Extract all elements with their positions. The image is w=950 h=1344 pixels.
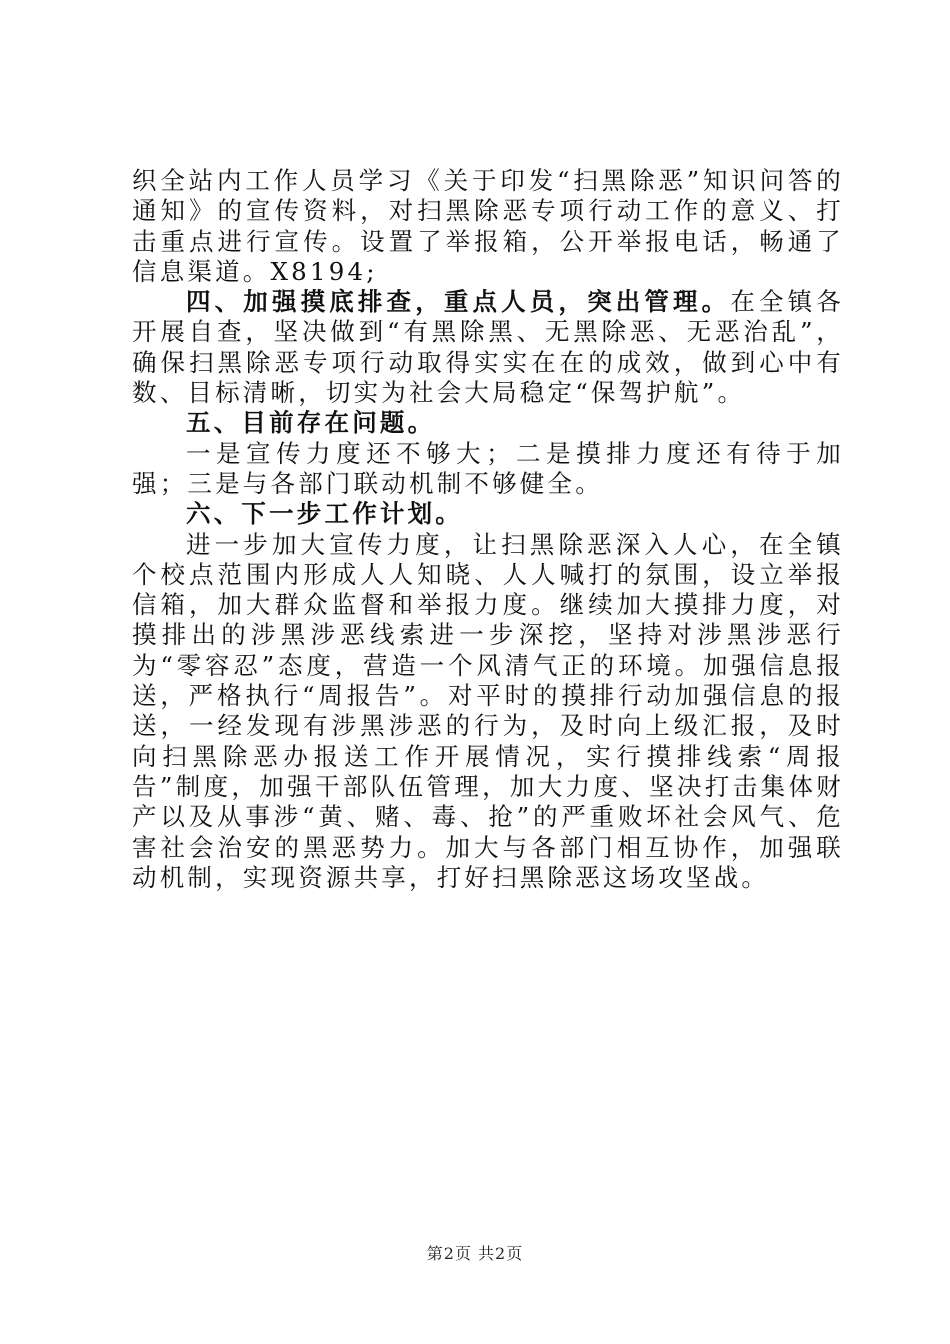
section-6-body: 进一步加大宣传力度，让扫黑除恶深入人心，在全镇个校点范围内形成人人知晓、人人喊打的氛围，设立举报信箱，加大群众监督和举报力度。继续加大摸排力度，对摸排出的涉黑涉恶线索进一步深挖，坚持对涉黑涉恶行为“零容忍”态度，营造一个风清气正的环境。加强信息报送，严格执行“周报告”。对平时的摸排行动加强信息的报送，一经发现有涉黑涉恶的行为，及时向上级汇报，及时向扫黑除恶办报送工作开展情况，实行摸排线索“周报告”制度，加强干部队伍管理，加大力度、坚决打击集体财产以及从事涉“黄、赌、毒、抢”的严重败坏社会风气、危害社会治安的黑恶势力。加大与各部门相互协作，加强联动机制，实现资源共享，打好扫黑除恶这场攻坚战。 bbox=[132, 529, 844, 892]
section-4-body: 在全镇各开展自查，坚决做到“有黑除黑、无黑除恶、无恶治乱”，确保扫黑除恶专项行动取得实实在在的成效，做到心中有数、目标清晰，切实为社会大局稳定“保驾护航”。 bbox=[132, 287, 844, 408]
paragraph-continuation: 织全站内工作人员学习《关于印发“扫黑除恶”知识问答的通知》的宣传资料，对扫黑除恶专项行动工作的意义、打击重点进行宣传。设置了举报箱，公开举报电话，畅通了信息渠道。X8194; bbox=[132, 166, 844, 286]
section-5-body: 一是宣传力度还不够大；二是摸排力度还有待于加强；三是与各部门联动机制不够健全。 bbox=[132, 438, 844, 498]
section-6-heading: 六、下一步工作计划。 bbox=[186, 499, 463, 529]
section-6-heading-paragraph bbox=[132, 499, 844, 529]
page-number-footer: 第2页 共2页 bbox=[426, 1244, 524, 1263]
section-5-heading: 五、目前存在问题。 bbox=[186, 408, 436, 438]
section-4-paragraph bbox=[132, 287, 844, 408]
document-body bbox=[132, 166, 844, 893]
section-4-heading: 四、加强摸底排查，重点人员，突出管理。 bbox=[186, 287, 731, 317]
section-5-heading-paragraph bbox=[132, 408, 844, 438]
